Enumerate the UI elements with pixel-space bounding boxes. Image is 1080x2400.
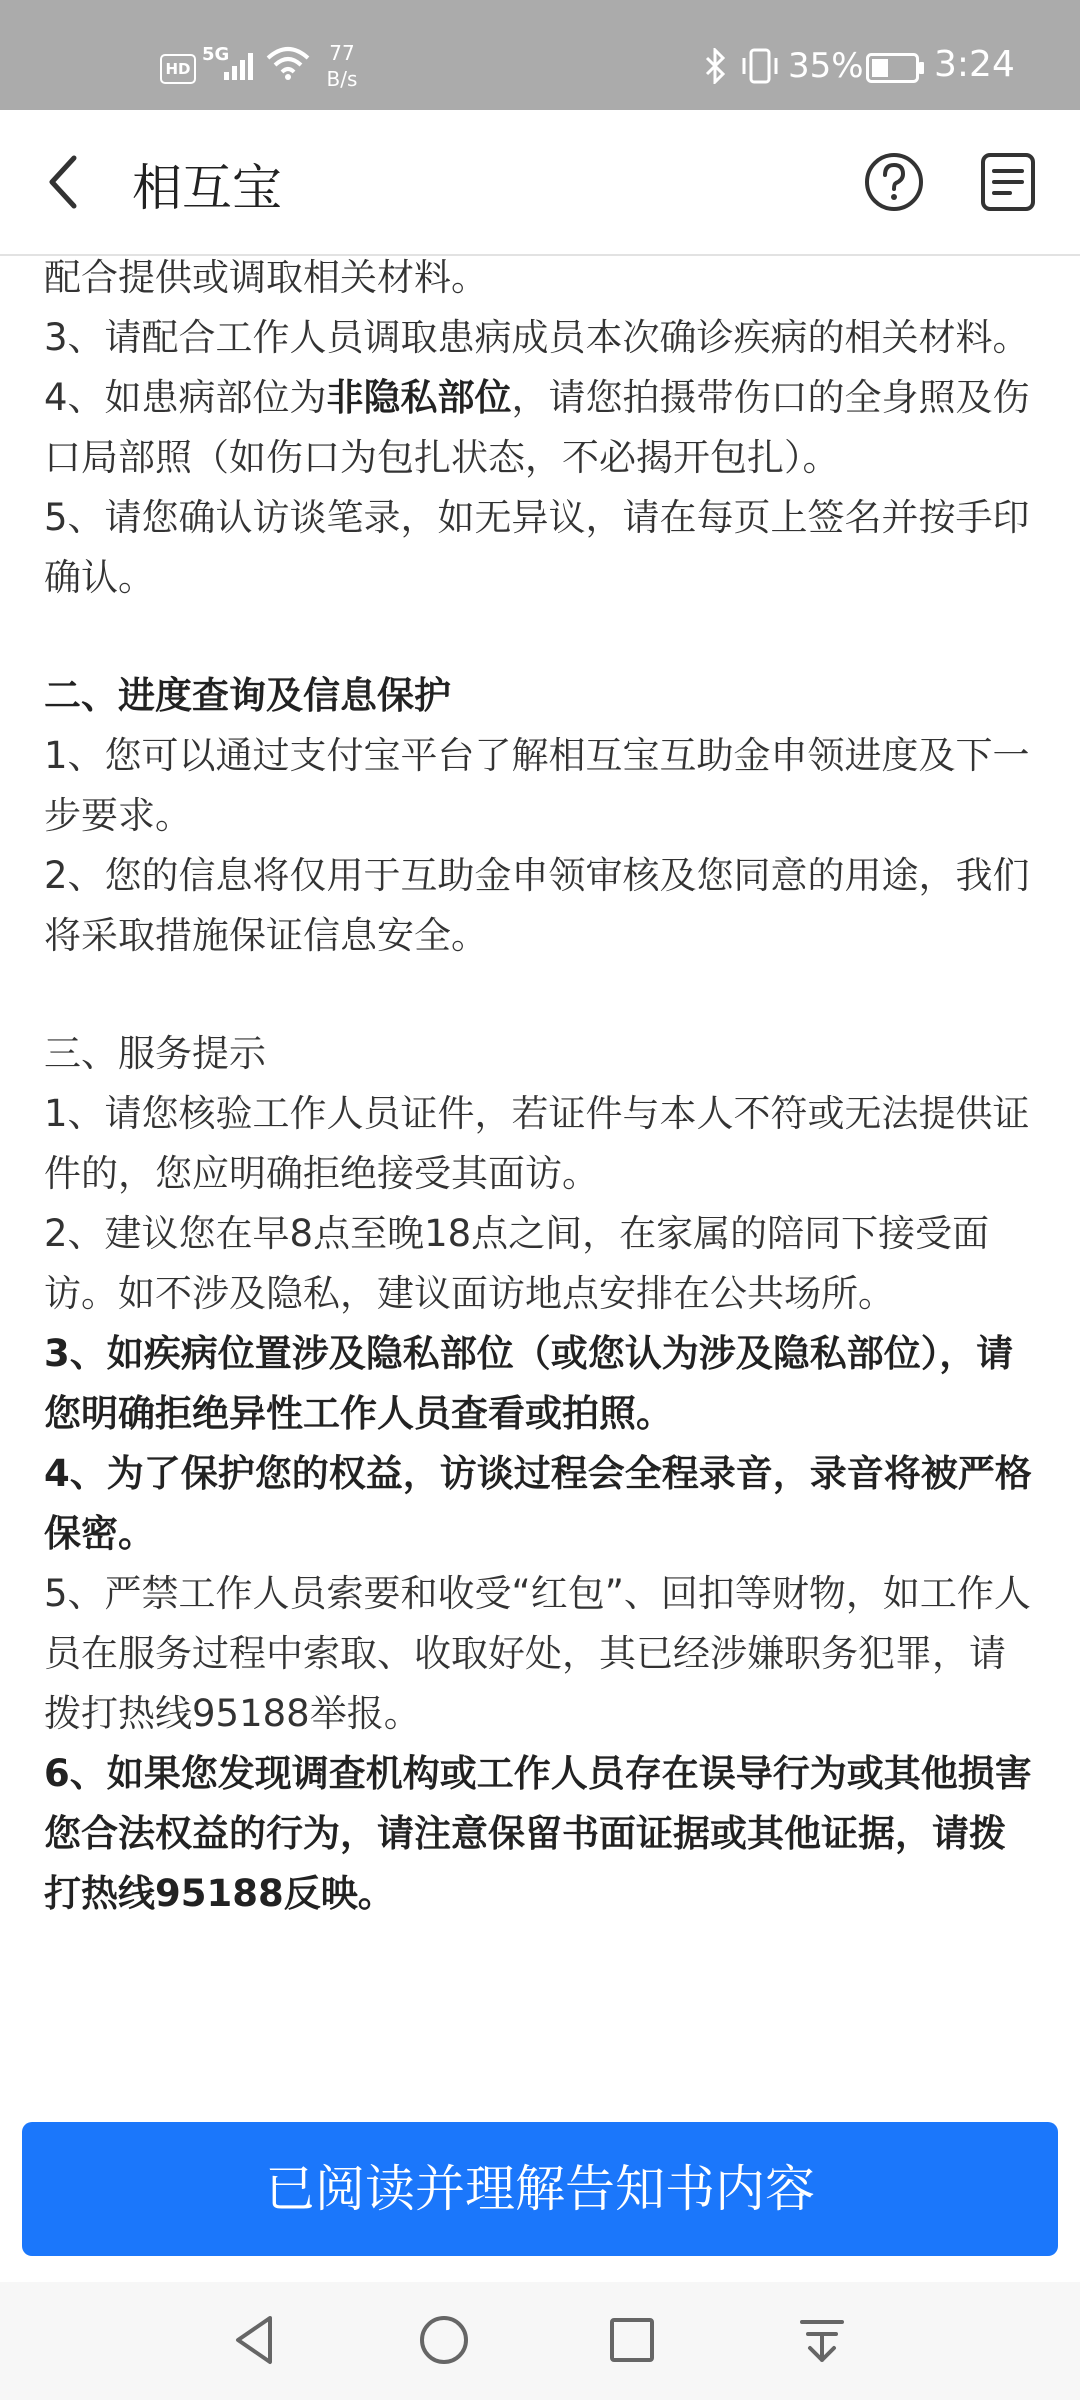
network-speed: [322, 40, 362, 92]
notice-paragraph: 5、严禁工作人员索要和收受“红包”、回扣等财物，如工作人员在服务过程中索取、收取好处，其已经涉嫌职务犯罪，请拨打热线95188举报。: [44, 1572, 1031, 1735]
confirm-read-button[interactable]: 已阅读并理解告知书内容: [22, 2122, 1058, 2256]
status-bar: [0, 0, 1080, 110]
battery-percentage: 35%: [788, 46, 864, 86]
document-icon[interactable]: [976, 150, 1040, 214]
notice-paragraph: 1、您可以通过支付宝平台了解相互宝互助金申领进度及下一步要求。: [44, 734, 1030, 837]
battery-icon: [866, 53, 926, 83]
notice-content: [44, 248, 1036, 1924]
emphasis-text: 非隐私部位: [326, 376, 512, 419]
clock: 3:24: [934, 44, 1015, 85]
page-title: 相互宝: [132, 159, 282, 217]
speed-unit: B/s: [326, 67, 358, 91]
nav-back-icon[interactable]: [228, 2312, 284, 2368]
vibrate-icon: [738, 48, 782, 84]
network-type-label: 5G: [202, 44, 230, 65]
back-icon[interactable]: [40, 150, 90, 214]
notice-paragraph: 2、您的信息将仅用于互助金申领审核及您同意的用途，我们将采取措施保证信息安全。: [44, 854, 1030, 957]
section-title: 三、服务提示: [44, 1032, 266, 1075]
text-span: ，请您拍摄带伤口的全身照及伤口局部照（如伤口为包扎状态，不必揭开包扎）。: [44, 376, 1030, 479]
speed-value: 77: [329, 41, 355, 65]
notice-paragraph: 配合提供或调取相关材料。: [44, 256, 488, 299]
bluetooth-icon: [703, 48, 727, 84]
notice-paragraph: 1、请您核验工作人员证件，若证件与本人不符或无法提供证件的，您应明确拒绝接受其面访。: [44, 1092, 1030, 1195]
signal-icon: [224, 50, 258, 80]
notice-paragraph: 3、如疾病位置涉及隐私部位（或您认为涉及隐私部位），请您明确拒绝异性工作人员查看或拍照。: [44, 1332, 1014, 1435]
notice-paragraph: [44, 368, 1036, 488]
notice-paragraph: 4、为了保护您的权益，访谈过程会全程录音，录音将被严格保密。: [44, 1452, 1032, 1555]
hd-icon: HD: [160, 54, 196, 84]
text-span: 4、如患病部位为: [44, 376, 327, 419]
system-nav-bar: [0, 2282, 1080, 2400]
notice-paragraph: 5、请您确认访谈笔录，如无异议，请在每页上签名并按手印确认。: [44, 496, 1030, 599]
app-header: [0, 110, 1080, 256]
section-title: 二、进度查询及信息保护: [44, 674, 451, 717]
nav-home-icon[interactable]: [416, 2312, 472, 2368]
nav-recents-icon[interactable]: [604, 2312, 660, 2368]
notice-paragraph: 3、请配合工作人员调取患病成员本次确诊疾病的相关材料。: [44, 316, 1030, 359]
notice-paragraph: 6、如果您发现调查机构或工作人员存在误导行为或其他损害您合法权益的行为，请注意保留书面证据或其他证据，请拨打热线95188反映。: [44, 1752, 1032, 1915]
nav-notification-icon[interactable]: [794, 2312, 850, 2368]
wifi-icon: [266, 46, 310, 80]
help-icon[interactable]: [862, 150, 926, 214]
notice-paragraph: 2、建议您在早8点至晚18点之间，在家属的陪同下接受面访。如不涉及隐私，建议面访地点安排在公共场所。: [44, 1212, 990, 1315]
